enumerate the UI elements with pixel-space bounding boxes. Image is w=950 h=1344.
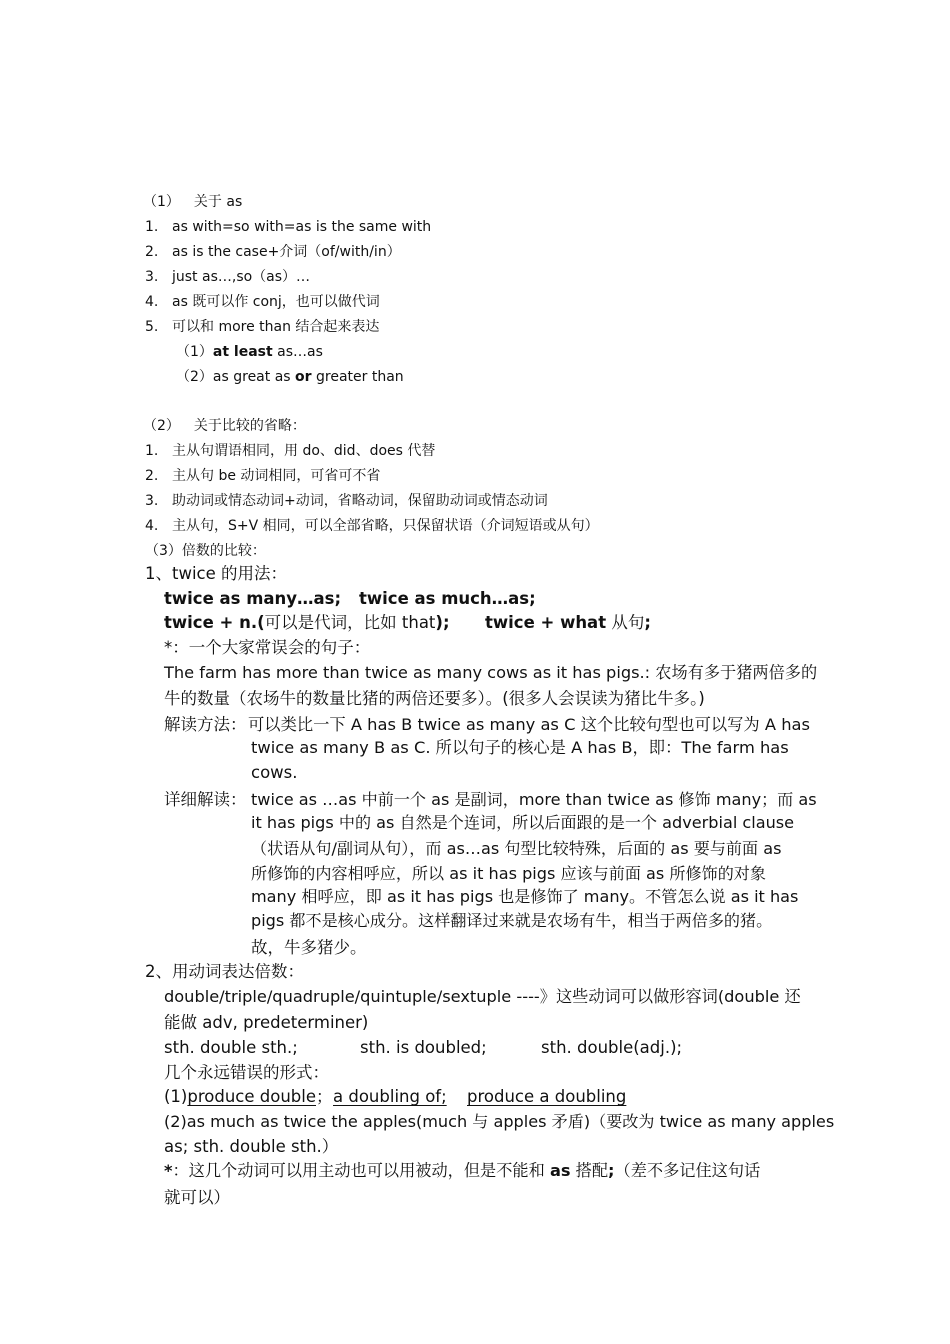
- method-line-3: cows.: [251, 763, 298, 782]
- final-note-line1: *：这几个动词可以用主动也可以用被动，但是不能和 as 搭配;（差不多记住这句话: [164, 1161, 761, 1180]
- section1-subitem-1: （1）at least as…as: [176, 344, 323, 360]
- verbs-line-2: 能做 adv, predeterminer): [164, 1013, 369, 1032]
- section2-item-1: 1.: [145, 443, 159, 459]
- section1-item-1: 1.: [145, 219, 159, 235]
- section1-item-5: 5.: [145, 319, 159, 335]
- wrong-forms-intro: 几个永远错误的形式：: [164, 1063, 329, 1082]
- detail-line-6: pigs 都不是核心成分。这样翻译过来就是农场有牛，相当于两倍多的猪。: [251, 911, 773, 930]
- verbs-multiple-title: 2、用动词表达倍数：: [145, 962, 304, 981]
- method-label: 解读方法：: [164, 715, 247, 734]
- wrong-form-1c: produce a doubling: [467, 1087, 627, 1106]
- section3-heading: （3）倍数的比较：: [145, 543, 266, 559]
- detail-line-1: twice as …as 中前一个 as 是副词，more than twice as 修饰 many；而 as: [251, 790, 817, 809]
- wrong-form-2-line1: (2)as much as twice the apples(much 与 apples 矛盾)（要改为 twice as many apples: [164, 1112, 835, 1131]
- detail-line-4: 所修饰的内容相呼应，所以 as it has pigs 应该与前面 as 所修饰的对象: [251, 864, 766, 883]
- section1-item-4-text: as 既可以作 conj，也可以做代词: [172, 294, 380, 310]
- section1-item-2: 2.: [145, 244, 159, 260]
- twice-pattern-much: twice as much…as;: [359, 589, 536, 608]
- section2-heading: （2） 关于比较的省略：: [143, 418, 306, 434]
- verb-form-1: sth. double sth.;: [164, 1038, 298, 1057]
- common-misread-intro: *：一个大家常误会的句子：: [164, 638, 371, 657]
- section2-item-4-text: 主从句，S+V 相同，可以全部省略，只保留状语（介词短语或从句）: [172, 518, 599, 534]
- detail-line-3: （状语从句/副词从句），而 as…as 句型比较特殊，后面的 as 要与前面 as: [251, 839, 782, 858]
- section1-item-3: 3.: [145, 269, 159, 285]
- example-sentence-line2: 牛的数量（农场牛的数量比猪的两倍还要多）。(很多人会误读为猪比牛多。): [164, 689, 705, 708]
- section1-item-5-text: 可以和 more than 结合起来表达: [172, 319, 380, 335]
- verb-form-3: sth. double(adj.);: [541, 1038, 683, 1057]
- twice-pattern-noun: twice + n.(可以是代词，比如 that);: [164, 613, 450, 632]
- section2-item-3: 3.: [145, 493, 159, 509]
- twice-pattern-many: twice as many…as;: [164, 589, 342, 608]
- section1-item-4: 4.: [145, 294, 159, 310]
- twice-pattern-what: twice + what 从句;: [485, 613, 651, 632]
- verb-form-2: sth. is doubled;: [360, 1038, 487, 1057]
- final-note-line2: 就可以）: [164, 1188, 230, 1207]
- section1-heading: （1） 关于 as: [143, 194, 243, 210]
- section1-item-1-text: as with=so with=as is the same with: [172, 219, 432, 235]
- section2-item-4: 4.: [145, 518, 159, 534]
- detail-line-7: 故，牛多猪少。: [251, 938, 367, 957]
- wrong-form-1b: a doubling of;: [333, 1087, 447, 1106]
- twice-usage-title: 1、twice 的用法：: [145, 564, 288, 583]
- section2-item-1-text: 主从句谓语相同，用 do、did、does 代替: [172, 443, 436, 459]
- verbs-line-1: double/triple/quadruple/quintuple/sextuple ----》这些动词可以做形容词(double 还: [164, 987, 801, 1006]
- method-line-1: 可以类比一下 A has B twice as many as C 这个比较句型也可以写为 A has: [248, 715, 810, 734]
- detail-label: 详细解读：: [164, 790, 247, 809]
- section1-item-3-text: just as…,so（as）…: [172, 269, 311, 285]
- section2-item-2: 2.: [145, 468, 159, 484]
- detail-line-2: it has pigs 中的 as 自然是个连词，所以后面跟的是一个 adverbial clause: [251, 813, 795, 832]
- section1-item-2-text: as is the case+介词（of/with/in）: [172, 244, 401, 260]
- detail-line-5: many 相呼应，即 as it has pigs 也是修饰了 many。不管怎么说 as it has: [251, 887, 799, 906]
- section1-subitem-2: （2）as great as or greater than: [176, 369, 404, 385]
- section2-item-3-text: 助动词或情态动词+动词，省略动词，保留助动词或情态动词: [172, 493, 548, 509]
- wrong-form-1: (1)produce double；: [164, 1087, 333, 1106]
- example-sentence-line1: The farm has more than twice as many cows as it has pigs.: 农场有多于猪两倍多的: [164, 663, 818, 682]
- wrong-form-2-line2: as; sth. double sth.）: [164, 1137, 339, 1156]
- method-line-2: twice as many B as C. 所以句子的核心是 A has B，即：The farm has: [251, 738, 789, 757]
- section2-item-2-text: 主从句 be 动词相同，可省可不省: [172, 468, 381, 484]
